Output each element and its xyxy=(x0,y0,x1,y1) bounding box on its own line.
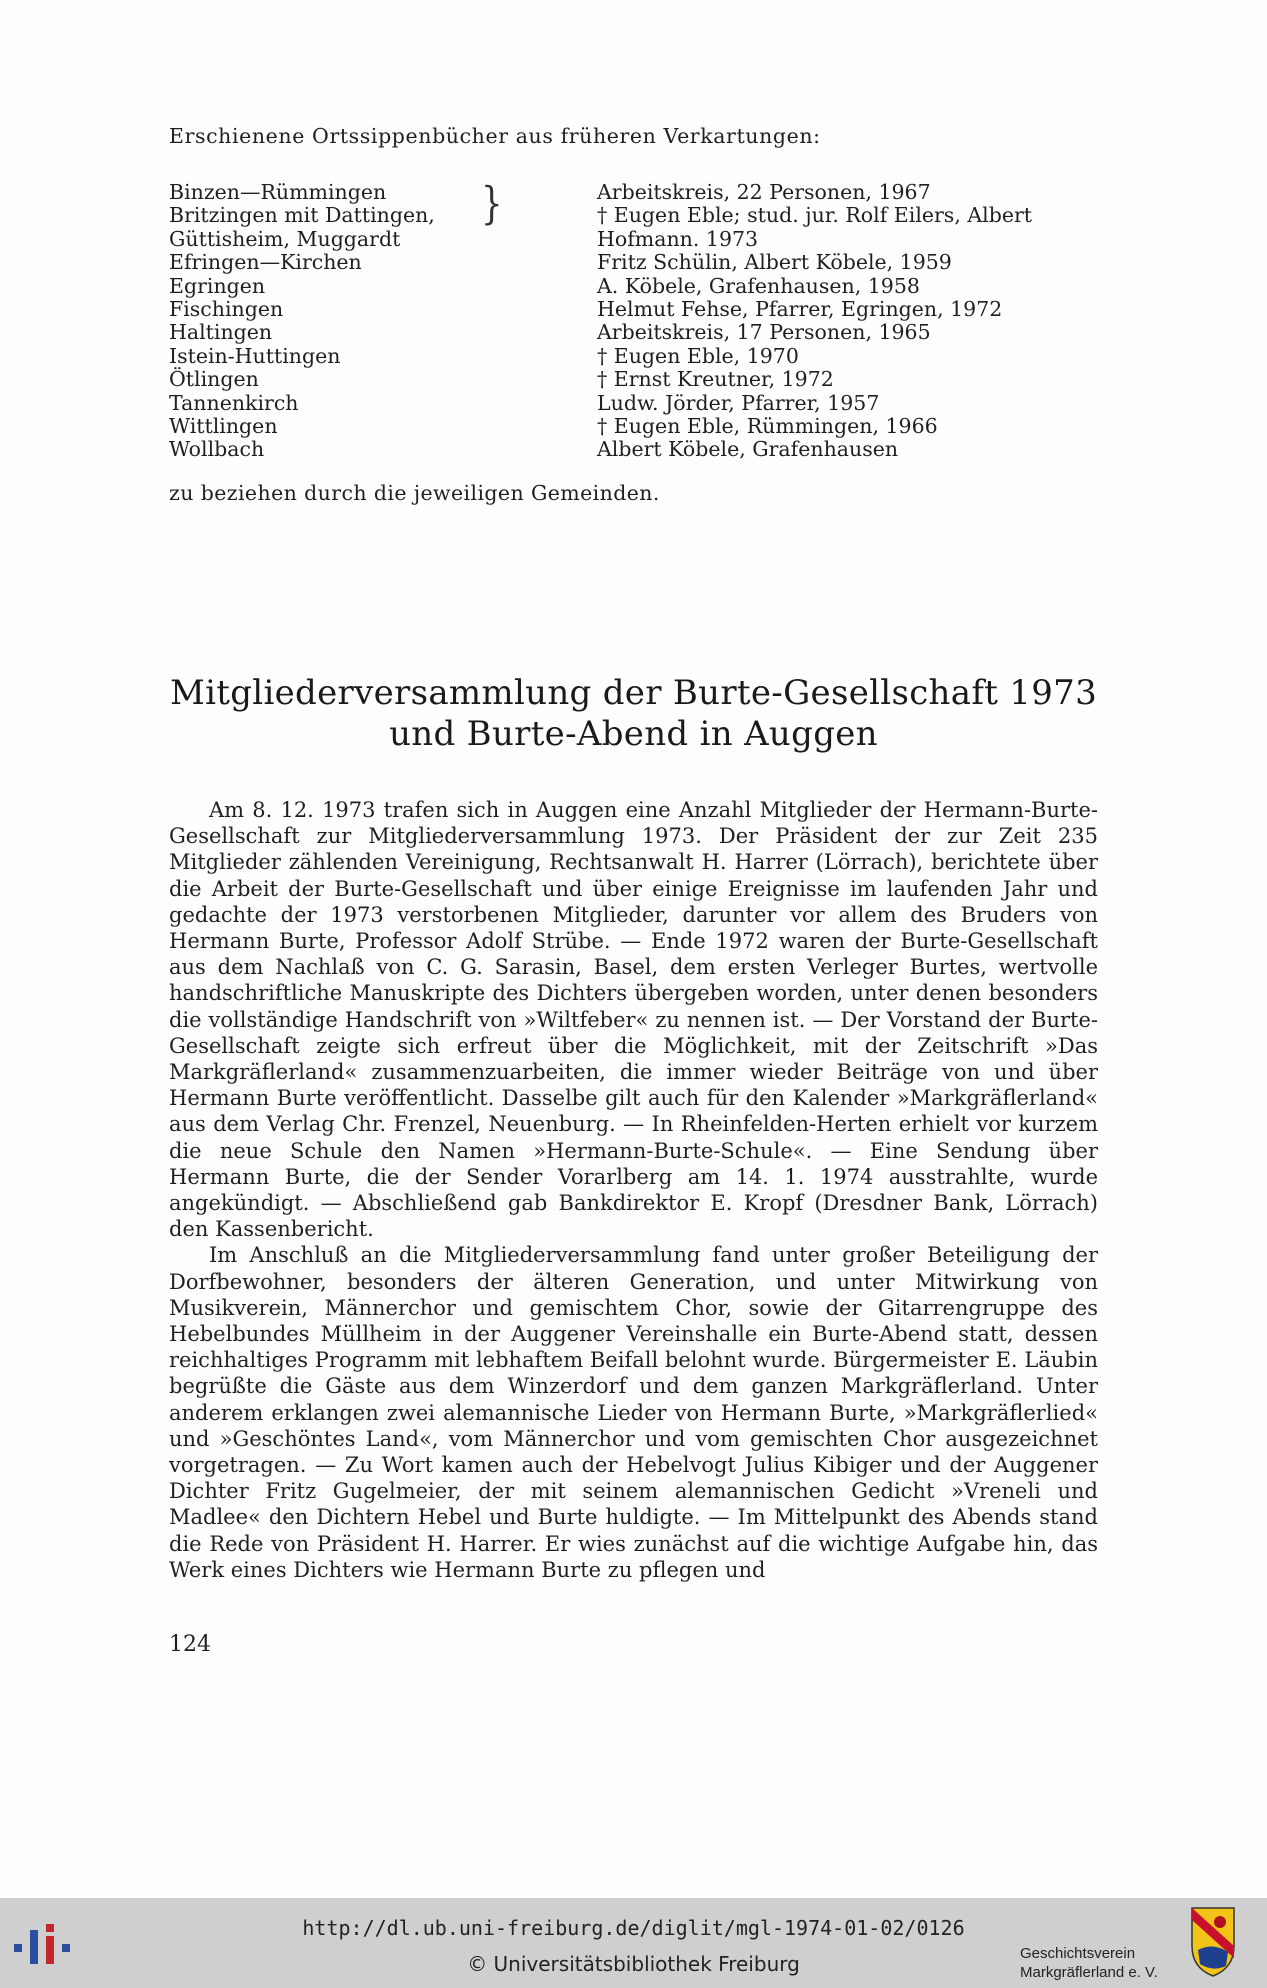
footer-copyright: © Universitätsbibliothek Freiburg xyxy=(467,1952,800,1976)
location-info: Ludw. Jörder, Pfarrer, 1957 xyxy=(597,390,880,415)
footer-bar xyxy=(0,1898,1267,1988)
location-place: Wollbach xyxy=(169,437,265,462)
location-info: † Eugen Eble; stud. jur. Rolf Eilers, Albert xyxy=(597,203,1033,228)
availability-note: zu beziehen durch die jeweiligen Gemeinden. xyxy=(169,481,660,505)
location-place: Haltingen xyxy=(169,320,273,345)
article-heading-line1: Mitgliederversammlung der Burte-Gesellschaft 1973 xyxy=(169,673,1098,713)
society-name-line1: Geschichtsverein xyxy=(1020,1945,1136,1962)
location-row xyxy=(169,274,1069,297)
brace-mark: } xyxy=(481,178,503,231)
location-row xyxy=(169,414,1069,437)
location-row xyxy=(169,180,1069,203)
footer-url-link[interactable]: http://dl.ub.uni-freiburg.de/diglit/mgl-1974-01-02/0126 xyxy=(302,1916,965,1940)
location-row xyxy=(169,437,1069,460)
location-info: Albert Köbele, Grafenhausen xyxy=(597,437,899,462)
location-row xyxy=(169,344,1069,367)
location-place: Efringen—Kirchen xyxy=(169,250,362,275)
location-row xyxy=(169,250,1069,273)
page-number: 124 xyxy=(169,1632,211,1657)
paragraph: Am 8. 12. 1973 trafen sich in Auggen eine Anzahl Mitglieder der Hermann-Burte-Gesellschaft zur Mitgliederversammlung 1973. Der Präsident der zur Zeit 235 Mitglieder zählenden Vereinigung, Rechtsanwalt H. Harrer (Lörrach), berichtete über die Arbeit der Burte-Gesellschaft und über einige Ereignisse im laufenden Jahr und gedachte der 1973 verstorbenen Mitglieder, darunter vor allem des Bruders von Hermann Burte, Professor Adolf Strübe. — Ende 1972 waren der Burte-Gesellschaft aus dem Nachlaß von C. G. Sarasin, Basel, dem ersten Verleger Burtes, wertvolle handschriftliche Manuskripte des Dichters übergeben worden, unter denen besonders die vollständige Handschrift von »Wiltfeber« zu nennen ist. — Der Vorstand der Burte-Gesellschaft zeigte sich erfreut über die Möglichkeit, mit der Zeitschrift »Das Markgräflerland« zusammenzuarbeiten, die immer wieder Beiträge von und über Hermann Burte veröffentlicht. Dasselbe gilt auch für den Kalender »Markgräflerland« aus dem Verlag Chr. Frenzel, Neuenburg. — In Rheinfelden-Herten erhielt vor kurzem die neue Schule den Namen »Hermann-Burte-Schule«. — Eine Sendung über Hermann Burte, die der Sender Vorarlberg am 14. 1. 1974 ausstrahlte, wurde angekündigt. — Abschließend gab Bankdirektor E. Kropf (Dresdner Bank, Lörrach) den Kassenbericht. xyxy=(169,798,1098,1242)
location-row xyxy=(169,391,1069,414)
location-place: Güttisheim, Muggardt xyxy=(169,226,401,251)
location-info: Helmut Fehse, Pfarrer, Egringen, 1972 xyxy=(597,296,1003,321)
location-place: Tannenkirch xyxy=(169,390,299,415)
paragraph: Im Anschluß an die Mitgliederversammlung fand unter großer Beteiligung der Dorfbewohner, besonders der älteren Generation, und unter Mitwirkung von Musikverein, Männerchor und gemischtem Chor, sowie der Gitarrengruppe des Hebelbundes Müllheim in der Auggener Vereinshalle ein Burte-Abend statt, dessen reichhaltiges Programm mit lebhaftem Beifall belohnt wurde. Bürgermeister E. Läubin begrüßte die Gäste aus dem Winzerdorf und dem ganzen Markgräflerland. Unter anderem erklangen zwei alemannische Lieder von Hermann Burte, »Markgräflerlied« und »Geschöntes Land«, vom Männerchor und vom gemischten Chor ausgezeichnet vorgetragen. — Zu Wort kamen auch der Hebelvogt Julius Kibiger und der Auggener Dichter Fritz Gugelmeier, der mit seinem alemannischen Gedicht »Vreneli und Madlee« den Dichtern Hebel und Burte huldigte. — Im Mittelpunkt des Abends stand die Rede von Präsident H. Harrer. Er wies zunächst auf die wichtige Aufgabe hin, das Werk eines Dichters wie Hermann Burte zu pflegen und xyxy=(169,1243,1098,1582)
intro-line: Erschienene Ortssippenbücher aus früheren Verkartungen: xyxy=(169,124,821,148)
society-name-line2: Markgräflerland e. V. xyxy=(1020,1964,1158,1981)
location-row xyxy=(169,320,1069,343)
location-info: Arbeitskreis, 22 Personen, 1967 xyxy=(597,180,931,204)
location-row xyxy=(169,367,1069,390)
location-list xyxy=(169,180,1069,461)
location-place: Wittlingen xyxy=(169,413,278,438)
location-place: Egringen xyxy=(169,273,266,298)
location-info: Hofmann. 1973 xyxy=(597,226,759,251)
society-name xyxy=(1020,1944,1158,1982)
location-info: † Eugen Eble, Rümmingen, 1966 xyxy=(597,413,938,438)
location-place: Binzen—Rümmingen xyxy=(169,180,387,204)
location-place: Ötlingen xyxy=(169,367,259,392)
location-info: Fritz Schülin, Albert Köbele, 1959 xyxy=(597,250,952,275)
article-heading-line2: und Burte-Abend in Auggen xyxy=(389,714,878,754)
article-body xyxy=(169,797,1098,1583)
location-place: Britzingen mit Dattingen, xyxy=(169,203,435,228)
location-row xyxy=(169,297,1069,320)
location-info: Arbeitskreis, 17 Personen, 1965 xyxy=(597,320,931,345)
location-place: Istein-Huttingen xyxy=(169,343,341,368)
location-info: † Ernst Kreutner, 1972 xyxy=(597,367,834,392)
location-info: A. Köbele, Grafenhausen, 1958 xyxy=(597,273,920,298)
coat-of-arms-icon xyxy=(1190,1906,1236,1978)
location-row xyxy=(169,227,1069,250)
location-row xyxy=(169,203,1069,226)
location-place: Fischingen xyxy=(169,296,284,321)
location-info: † Eugen Eble, 1970 xyxy=(597,343,799,368)
